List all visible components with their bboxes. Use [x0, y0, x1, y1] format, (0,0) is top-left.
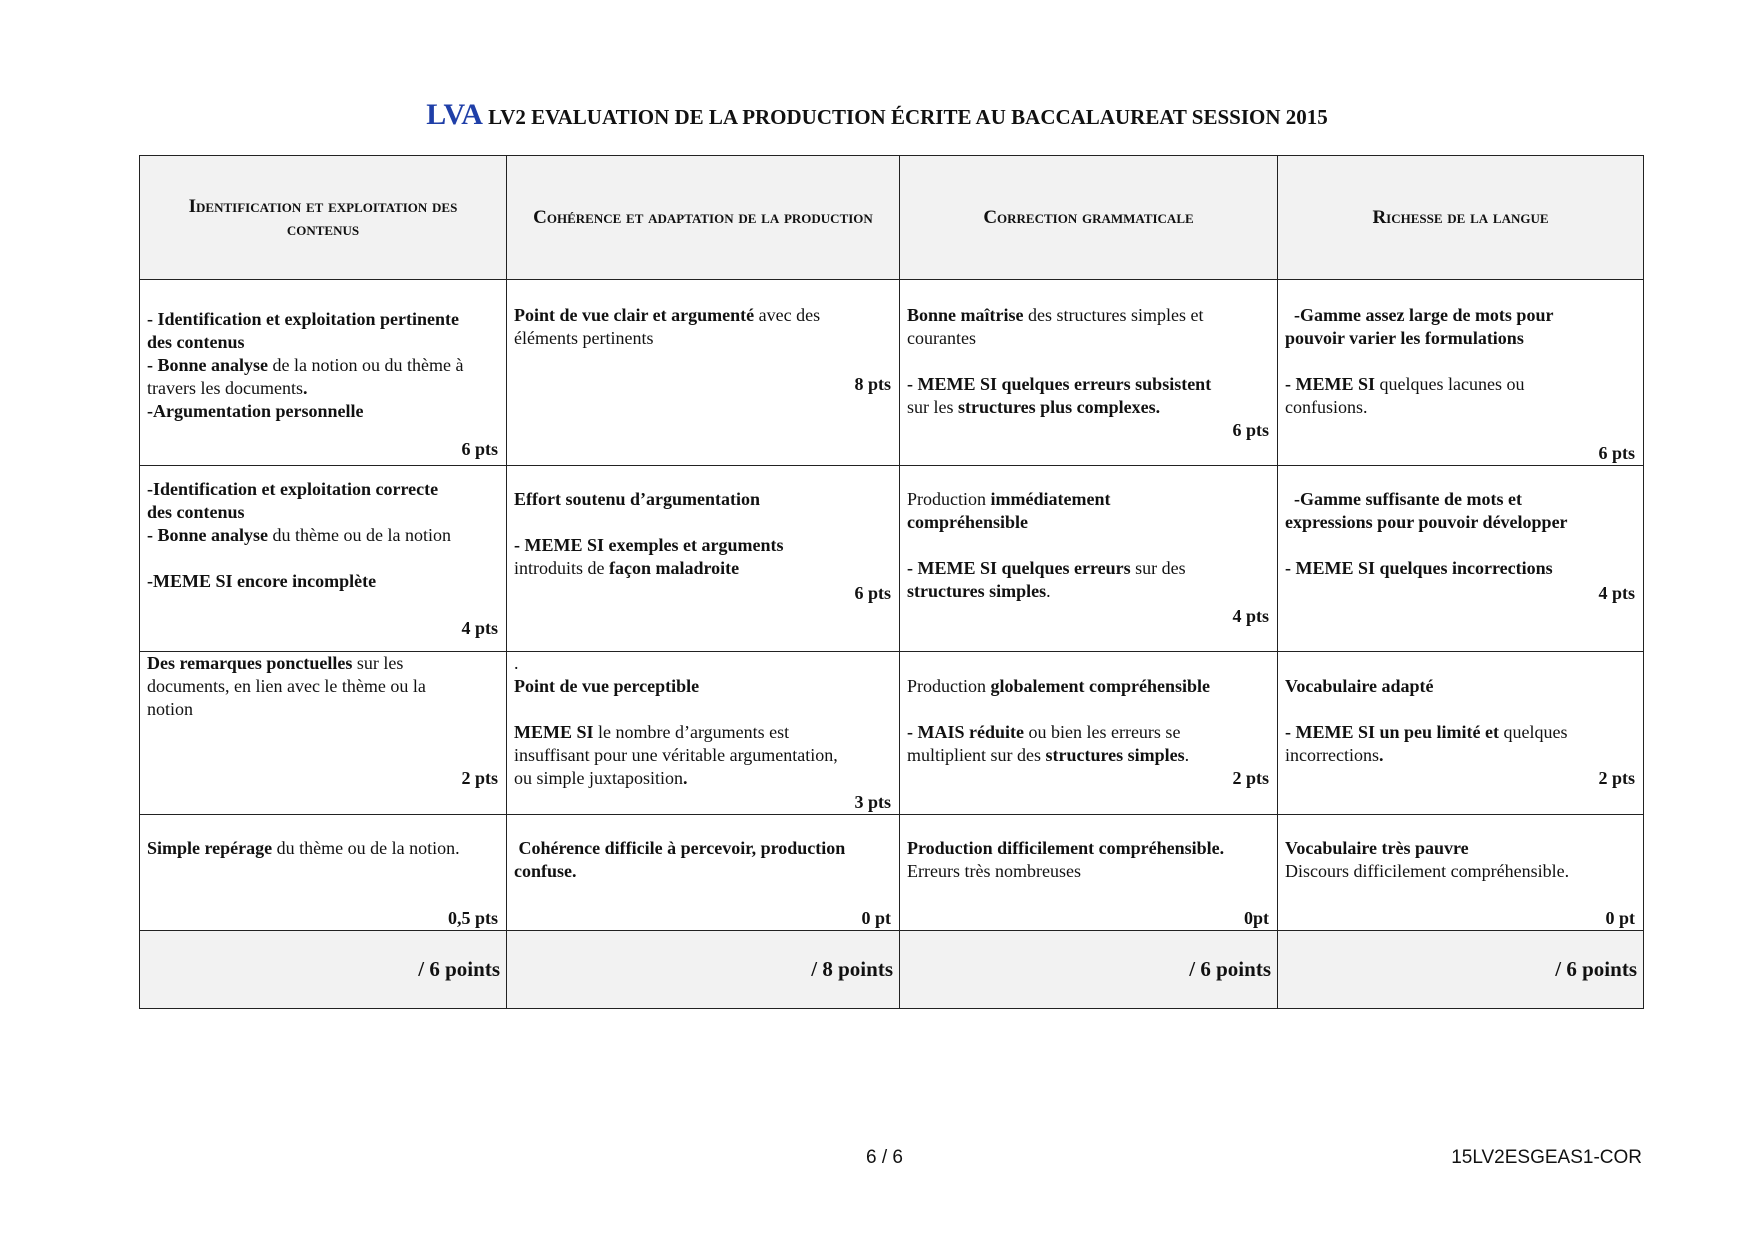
- total-cell: / 6 points: [140, 931, 507, 1009]
- criteria-cell: [1285, 652, 1635, 814]
- criteria-cell: [147, 280, 498, 465]
- evaluation-grid: [139, 155, 1644, 1009]
- criteria-cell: [907, 652, 1269, 814]
- criteria-cell: [1285, 815, 1635, 930]
- document-code: 15LV2ESGEAS1-COR: [1451, 1147, 1642, 1168]
- points-value: 0 pt: [1605, 908, 1635, 928]
- points-value: 3 pts: [854, 792, 891, 812]
- criteria-text: -Gamme assez large de mots pour pouvoir varier les formulations - MEME SI quelques lacunes ou confusions.: [1285, 305, 1554, 417]
- totals-row: [140, 931, 1644, 1009]
- points-value: 2 pts: [1598, 768, 1635, 788]
- criteria-text: -Gamme suffisante de mots et expressions pour pouvoir développer - MEME SI quelques incorrections: [1285, 489, 1568, 578]
- criteria-row: [140, 815, 1644, 931]
- header-cell: Correction grammaticale: [900, 156, 1278, 280]
- points-value: 8 pts: [854, 374, 891, 394]
- criteria-text: Vocabulaire adapté - MEME SI un peu limité et quelques incorrections.: [1285, 676, 1568, 765]
- points-value: 6 pts: [1232, 420, 1269, 440]
- criteria-cell: [514, 466, 891, 651]
- total-cell: / 6 points: [900, 931, 1278, 1009]
- points-value: 0 pt: [861, 908, 891, 928]
- criteria-text: Cohérence difficile à percevoir, production confuse.: [514, 838, 846, 881]
- header-cell: Cohérence et adaptation de la production: [507, 156, 900, 280]
- criteria-text: Effort soutenu d’argumentation - MEME SI exemples et arguments introduits de façon maladroite: [514, 489, 784, 578]
- header-cell: Identification et exploitation des contenus: [140, 156, 507, 280]
- criteria-cell: [147, 652, 498, 814]
- criteria-row: [140, 466, 1644, 652]
- title-lva: LVA: [426, 98, 483, 131]
- total-cell: / 8 points: [507, 931, 900, 1009]
- points-value: 2 pts: [461, 768, 498, 788]
- points-value: 6 pts: [461, 439, 498, 459]
- total-cell: / 6 points: [1278, 931, 1644, 1009]
- criteria-text: Vocabulaire très pauvre Discours difficilement compréhensible.: [1285, 838, 1570, 881]
- criteria-cell: [907, 280, 1269, 465]
- header-cell: Richesse de la langue: [1278, 156, 1644, 280]
- criteria-text: Simple repérage du thème ou de la notion.: [147, 838, 460, 858]
- points-value: 0,5 pts: [447, 908, 498, 928]
- criteria-text: Production globalement compréhensible - MAIS réduite ou bien les erreurs se multiplient sur des structures simples.: [907, 676, 1210, 765]
- points-value: 4 pts: [461, 618, 498, 638]
- criteria-cell: [1285, 466, 1635, 651]
- criteria-text: Point de vue clair et argumenté avec des éléments pertinents: [514, 305, 821, 348]
- points-value: 2 pts: [1232, 768, 1269, 788]
- criteria-text: Bonne maîtrise des structures simples et courantes - MEME SI quelques erreurs subsistent sur les structures plus complexes.: [907, 305, 1212, 417]
- criteria-cell: [907, 815, 1269, 930]
- points-value: 6 pts: [1598, 443, 1635, 463]
- criteria-cell: [907, 466, 1269, 651]
- criteria-row: [140, 652, 1644, 815]
- header-row: [140, 156, 1644, 280]
- criteria-cell: [514, 652, 891, 814]
- criteria-cell: [514, 815, 891, 930]
- points-value: 6 pts: [854, 583, 891, 603]
- criteria-row: [140, 280, 1644, 466]
- points-value: 4 pts: [1598, 583, 1635, 603]
- criteria-cell: [147, 815, 498, 930]
- page-title: [0, 98, 1754, 132]
- criteria-text: . Point de vue perceptible MEME SI le nombre d’arguments est insuffisant pour une véritable argumentation, ou simple juxtaposition.: [514, 653, 838, 788]
- criteria-cell: [147, 466, 498, 651]
- points-value: 0pt: [1243, 908, 1269, 928]
- criteria-text: - Identification et exploitation pertinente des contenus - Bonne analyse de la notion ou du thème à travers les documents. -Argumentation personnelle: [147, 309, 464, 421]
- criteria-text: -Identification et exploitation correcte des contenus - Bonne analyse du thème ou de la notion -MEME SI encore incomplète: [147, 479, 451, 591]
- criteria-text: Production immédiatement compréhensible - MEME SI quelques erreurs sur des structures simples.: [907, 489, 1186, 601]
- criteria-text: Des remarques ponctuelles sur les documents, en lien avec le thème ou la notion: [147, 653, 426, 719]
- points-value: 4 pts: [1232, 606, 1269, 626]
- criteria-cell: [1285, 280, 1635, 465]
- criteria-text: Production difficilement compréhensible. Erreurs très nombreuses: [907, 838, 1225, 881]
- title-text: LV2 EVALUATION DE LA PRODUCTION ÉCRITE AU BACCALAUREAT SESSION 2015: [482, 105, 1328, 129]
- page-number: 6 / 6: [866, 1147, 903, 1168]
- criteria-cell: [514, 280, 891, 465]
